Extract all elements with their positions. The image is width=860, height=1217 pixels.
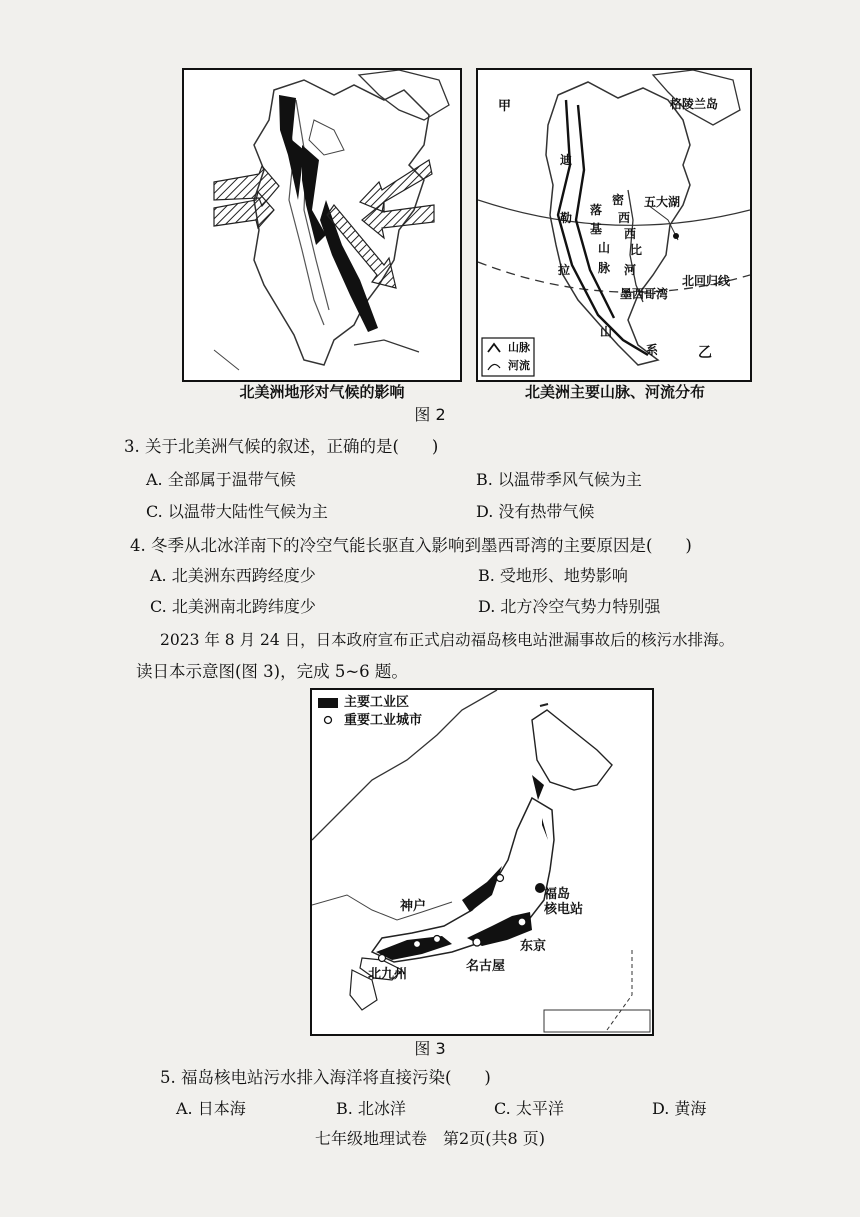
q4-option-b[interactable]: B. 受地形、地势影响 <box>478 566 628 585</box>
label-xi: 系 <box>646 343 659 357</box>
label-great-lakes: 五大湖 <box>644 195 681 209</box>
q4-option-d[interactable]: D. 北方冷空气势力特别强 <box>478 597 661 616</box>
intro-line-2: 读日本示意图(图 3)，完成 5~6 题。 <box>136 662 408 681</box>
label-di: 迪 <box>560 153 573 167</box>
label-miss-4: 比 <box>630 243 643 257</box>
label-fukushima: 福岛 核电站 <box>544 887 584 917</box>
caption-mountains-rivers: 北美洲主要山脉、河流分布 <box>524 383 705 401</box>
label-jia: 甲 <box>498 99 512 114</box>
label-greenland: 格陵兰岛 <box>670 97 719 111</box>
label-tokyo: 东京 <box>520 939 547 954</box>
q3-option-b[interactable]: B. 以温带季风气候为主 <box>476 470 642 489</box>
map-mountains-rivers <box>476 68 752 382</box>
label-kitakyushu: 北九州 <box>368 967 408 982</box>
label-rocky-2: 基 <box>590 222 603 236</box>
label-rocky-4: 脉 <box>598 261 611 275</box>
label-miss-1: 密 <box>612 193 625 207</box>
north-america-mountains-map <box>478 70 750 380</box>
q5-option-d[interactable]: D. 黄海 <box>652 1099 707 1118</box>
label-miss-3: 西 <box>624 227 637 241</box>
label-nagoya: 名古屋 <box>466 959 506 974</box>
q3-option-a[interactable]: A. 全部属于温带气候 <box>146 470 296 489</box>
question-5-stem: 5. 福岛核电站污水排入海洋将直接污染( ) <box>160 1068 491 1087</box>
q5-option-c[interactable]: C. 太平洋 <box>494 1099 564 1118</box>
question-4-stem: 4. 冬季从北冰洋南下的冷空气能长驱直入影响到墨西哥湾的主要原因是( ) <box>130 536 692 555</box>
map-japan <box>310 688 654 1036</box>
label-shan: 山 <box>600 325 613 339</box>
legend-industrial-city: 重要工业城市 <box>344 713 423 728</box>
label-la: 拉 <box>558 263 571 277</box>
map-terrain-climate <box>182 68 462 382</box>
label-gulf: 墨西哥湾 <box>620 287 669 301</box>
figure-3-label: 图 3 <box>414 1039 446 1058</box>
figure-2-label: 图 2 <box>414 405 446 424</box>
japan-outline-map <box>312 690 652 1034</box>
north-america-terrain-map <box>184 70 460 380</box>
label-miss-5: 河 <box>624 263 637 277</box>
page-footer: 七年级地理试卷 第2页(共8 页) <box>315 1129 545 1148</box>
q3-option-d[interactable]: D. 没有热带气候 <box>476 502 595 521</box>
label-north-tropic: 北回归线 <box>682 274 731 288</box>
label-yi: 乙 <box>698 345 712 361</box>
legend-industrial-zone: 主要工业区 <box>344 695 410 710</box>
label-miss-2: 西 <box>618 211 631 225</box>
label-rocky-3: 山 <box>598 241 611 255</box>
q5-option-a[interactable]: A. 日本海 <box>176 1099 246 1118</box>
legend-river: 河流 <box>508 359 530 372</box>
intro-line-1: 2023 年 8 月 24 日，日本政府宣布正式启动福岛核电站泄漏事故后的核污水排海。 <box>160 631 735 649</box>
q4-option-c[interactable]: C. 北美洲南北跨纬度少 <box>150 597 316 616</box>
label-le: 勒 <box>560 211 573 225</box>
caption-terrain-climate: 北美洲地形对气候的影响 <box>239 383 405 401</box>
question-3-stem: 3. 关于北美洲气候的叙述，正确的是( ) <box>124 437 439 456</box>
q5-option-b[interactable]: B. 北冰洋 <box>336 1099 406 1118</box>
legend-mountain: 山脉 <box>508 341 530 354</box>
q3-option-c[interactable]: C. 以温带大陆性气候为主 <box>146 502 328 521</box>
label-rocky-1: 落 <box>590 203 603 217</box>
label-kobe: 神户 <box>400 899 427 914</box>
q4-option-a[interactable]: A. 北美洲东西跨经度少 <box>150 566 316 585</box>
